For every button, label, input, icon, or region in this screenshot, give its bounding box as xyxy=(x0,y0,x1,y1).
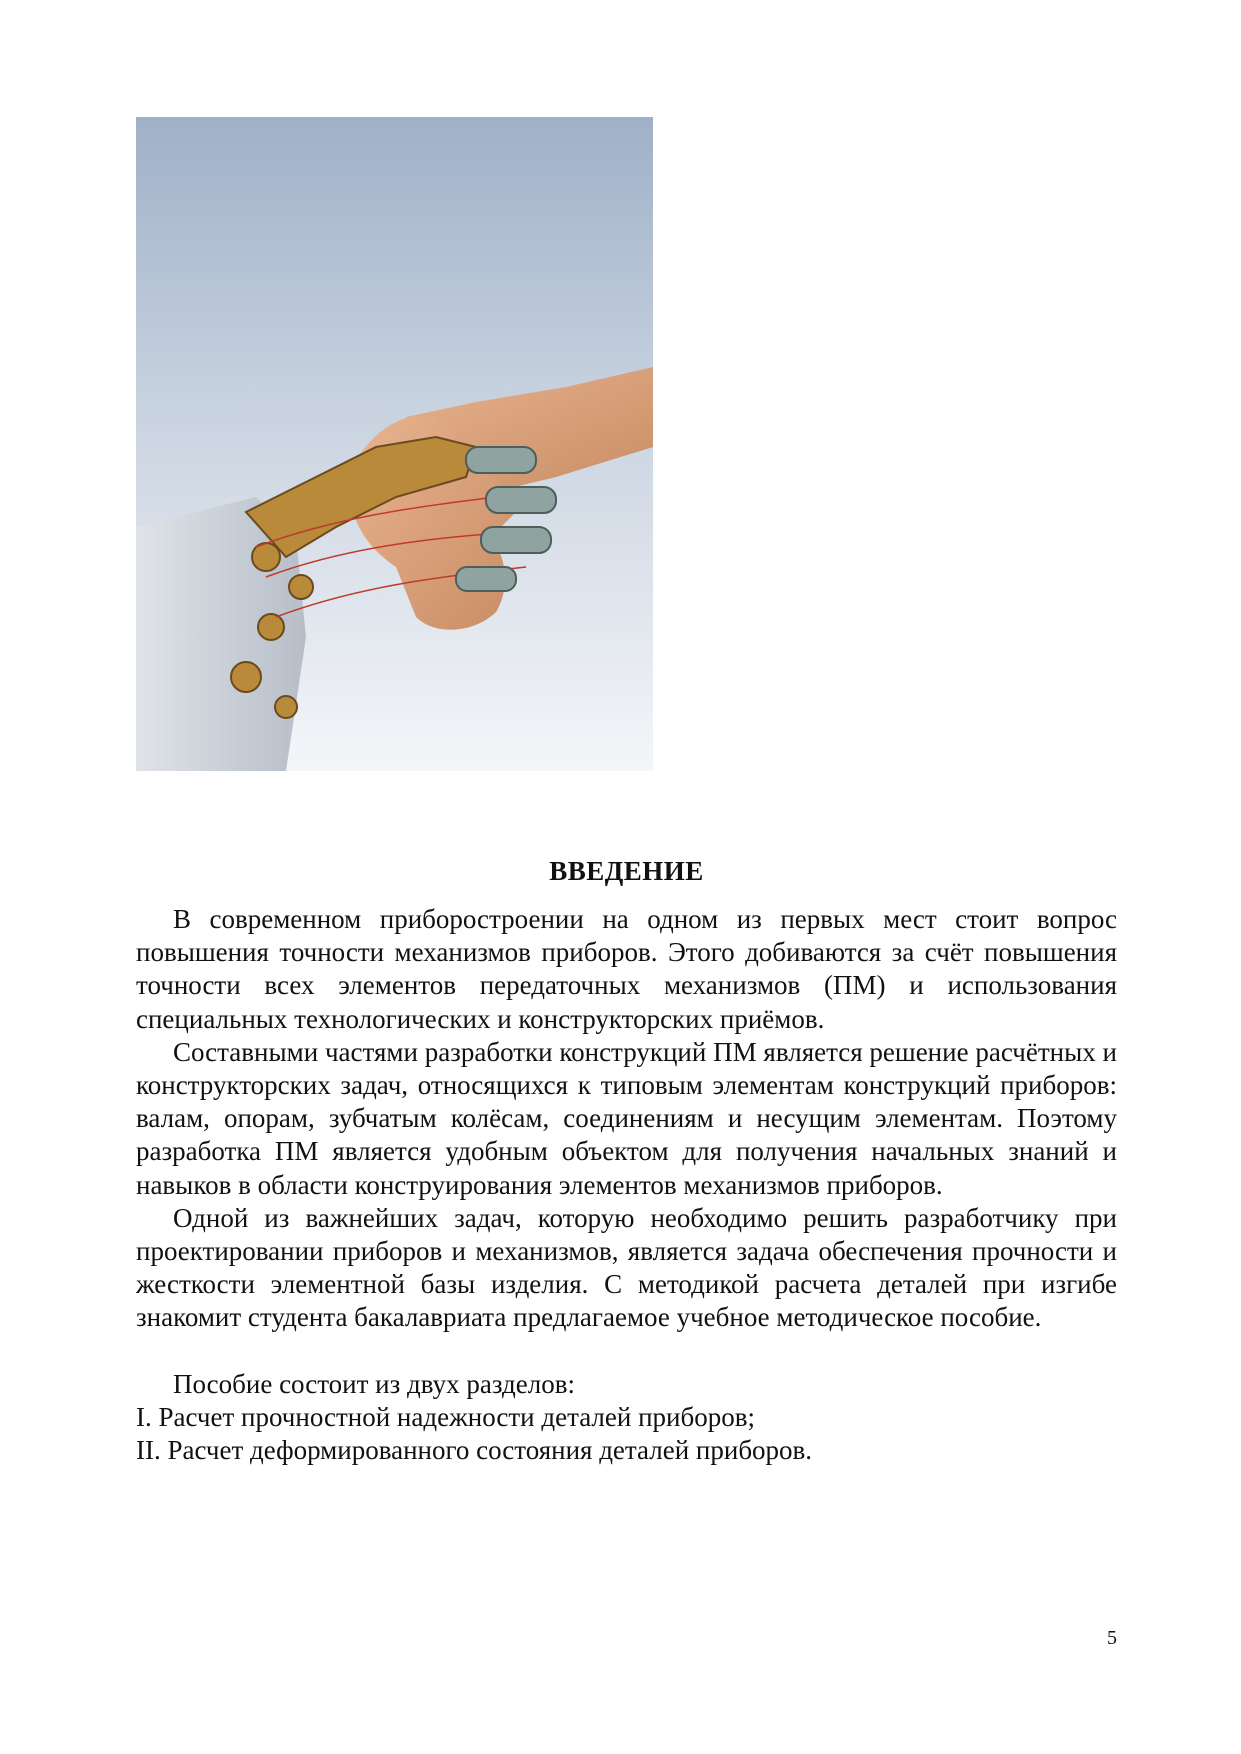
list-item: I. Расчет прочностной надежности деталей приборов; xyxy=(136,1401,755,1432)
paragraph: Составными частями разработки конструкций ПМ является решение расчётных и конструкторских задач, относящихся к типовым элементам конструкций приборов: валам, опорам, зубчатым колёсам, соединениям и несущим элементам. Поэтому разработка ПМ является удобным объектом для получения начальных знаний и навыков в области конструирования элементов механизмов приборов. xyxy=(136,1036,1117,1200)
spacer xyxy=(136,1335,1117,1368)
page-number: 5 xyxy=(1107,1627,1117,1649)
list-intro: Пособие состоит из двух разделов: xyxy=(173,1368,575,1399)
page-heading: ВВЕДЕНИЕ xyxy=(549,856,704,887)
paragraph: Одной из важнейших задач, которую необходимо решить разработчику при проектировании приборов и механизмов, является задача обеспечения прочности и жесткости элементной базы изделия. С методикой расчета деталей при изгибе знакомит студента бакалавриата предлагаемое учебное методическое пособие. xyxy=(136,1202,1117,1333)
handshake-illustration xyxy=(136,117,653,771)
body-text xyxy=(136,903,1117,1467)
paragraph: В современном приборостроении на одном из первых мест стоит вопрос повышения точности механизмов приборов. Этого добиваются за счёт повышения точности всех элементов передаточных механизмов (ПМ) и использования специальных технологических и конструкторских приёмов. xyxy=(136,904,1117,1034)
list-item: II. Расчет деформированного состояния деталей приборов. xyxy=(136,1435,813,1466)
